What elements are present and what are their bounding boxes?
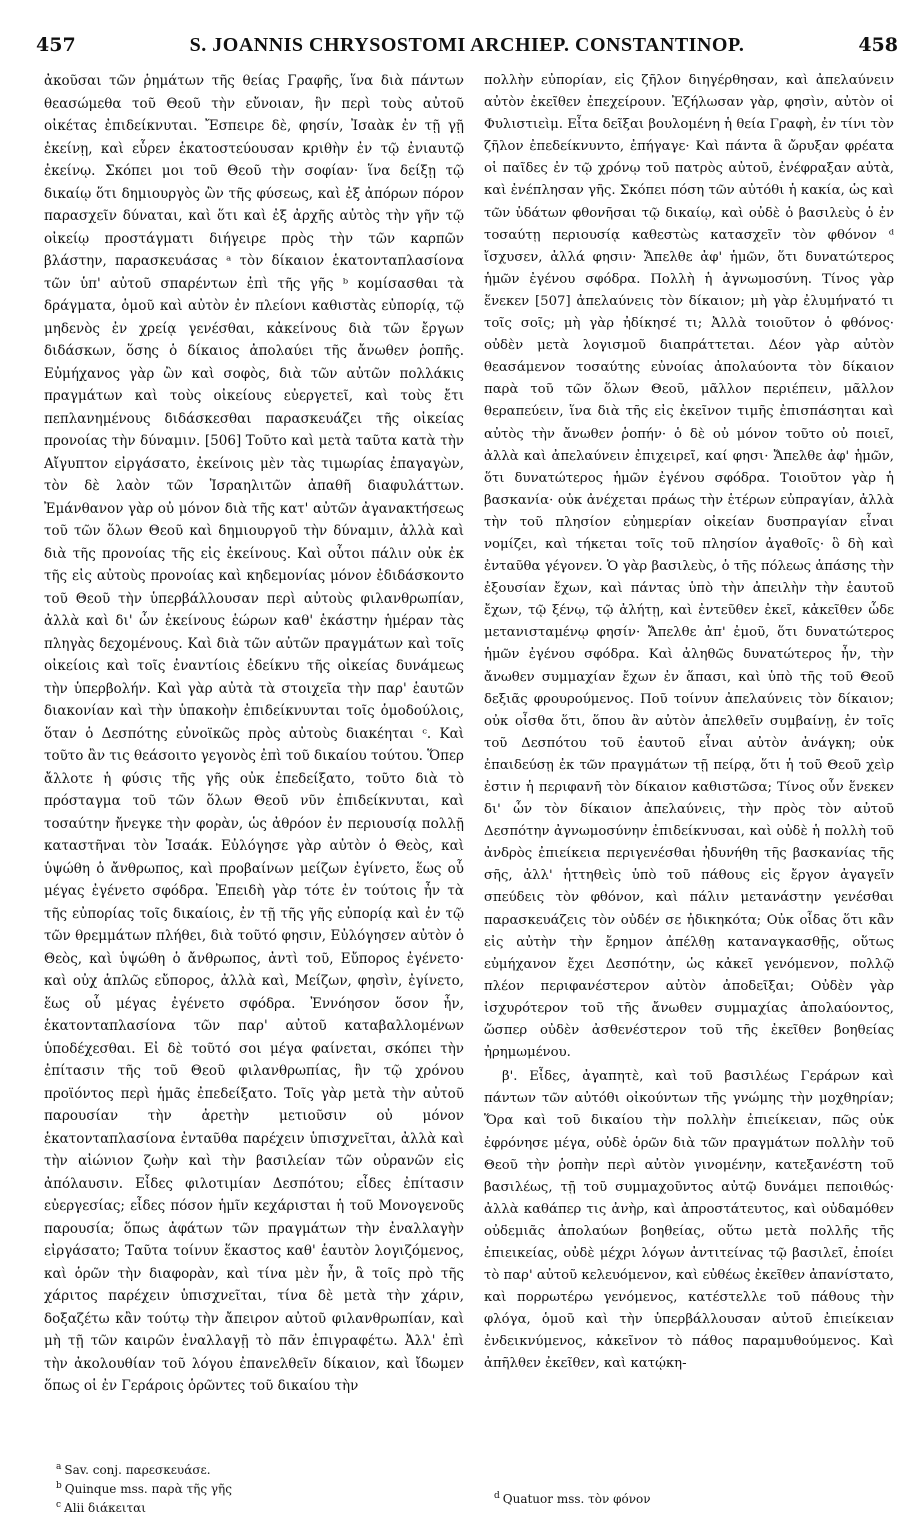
running-title: S. JOANNIS CHRYSOSTOMI ARCHIEP. CONSTANTINOP. [189, 34, 745, 56]
footnote-text: Alii διάκειται [64, 1501, 146, 1515]
footnote [56, 1459, 456, 1478]
footnote-mark: a [56, 1462, 62, 1472]
footnotes-left [56, 1459, 456, 1516]
footnote [494, 1488, 894, 1507]
left-column [44, 70, 464, 1398]
footnote-text: Sav. conj. παρεσκευάσε. [64, 1463, 211, 1477]
page-number-right: 458 [858, 34, 898, 56]
footnote-mark: b [56, 1481, 62, 1491]
footnote [56, 1497, 456, 1516]
footnote-text: Quinque mss. παρὰ τῆς γῆς [64, 1482, 232, 1496]
page-number-left: 457 [36, 34, 76, 56]
paragraph: πολλὴν εὐπορίαν, εἰς ζῆλον διηγέρθησαν, καὶ ἀπελαύνειν αὐτὸν ἐκεῖθεν ἐπεχείρουν. Ἐζήλωσαν γὰρ, φησὶν, αὐτὸν οἱ Φυλιστιεὶμ. Εἶτα δεῖξαι βουλομένη ἡ θεία Γραφὴ, ἐν τίνι τὸν ζῆλον ἐπεδείκνυντο, ἐπήγαγε· Καὶ πάντα ἃ ὤρυξαν φρέατα οἱ παῖδες ἐν τῷ χρόνῳ τοῦ πατρὸς αὐτοῦ, ἐνέφραξαν αὐτὰ, καὶ ἐνέπλησαν γῆς. Σκόπει πόση τῶν αὐτόθι ἡ κακία, ὡς καὶ τῶν ὑδάτων φθονῆσαι τῷ δικαίῳ, καὶ οὐδὲ ὁ βασιλεὺς ὁ ἐν τοσαύτῃ περιουσίᾳ καθεστὼς κατασχεῖν τὸν φθόνον ᵈ ἴσχυσεν, ἀλλά φησιν· Ἄπελθε ἀφ' ἡμῶν, ὅτι δυνατώτερος ἡμῶν ἐγένου σφόδρα. Πολλὴ ἡ ἀγνωμοσύνη. Τίνος γὰρ ἕνεκεν [507] ἀπελαύνεις τὸν δίκαιον; μὴ γὰρ ἐλυμήνατό τι τοῖς σοῖς; μὴ γὰρ ἠδίκησέ τι; Ἀλλὰ τοιοῦτον ὁ φθόνος· οὐδὲν μετὰ λογισμοῦ διαπράττεται. Δέον γὰρ αὐτὸν θεασάμενον τοσαύτης εὐνοίας ἀπολαύοντα τὸν δίκαιον παρὰ τοῦ τῶν ὅλων Θεοῦ, μᾶλλον περιέπειν, μᾶλλον θεραπεύειν, ἵνα διὰ τῆς εἰς ἐκεῖνον τιμῆς ἐπισπάσηται καὶ αὐτὸς τὴν ἄνωθεν ῥοπήν· ὁ δὲ οὐ μόνον τοῦτο οὐ ποιεῖ, ἀλλὰ καὶ ἀπελαύνειν ἐπιχειρεῖ, καί φησι· Ἄπελθε ἀφ' ἡμῶν, ὅτι δυνατώτερος ἡμῶν ἐγένου σφόδρα. Τοιοῦτον γὰρ ἡ βασκανία· οὐκ ἀνέχεται πράως τὴν ἑτέρων εὐπραγίαν, ἀλλὰ τὴν τοῦ πλησίον εὐημερίαν οἰκείαν δυσπραγίαν εἶναι νομίζει, καὶ τήκεται τοῖς τοῦ πλησίον ἀγαθοῖς· ὃ δὴ καὶ ἐνταῦθα γέγονεν. Ὁ γὰρ βασιλεὺς, ὁ τῆς πόλεως ἁπάσης τὴν ἐξουσίαν ἔχων, καὶ πάντας ὑπὸ τὴν ἀπειλὴν τὴν ἑαυτοῦ ἔχων, τῷ ξένῳ, τῷ ἀλήτῃ, καὶ ἐντεῦθεν ἐκεῖ, κἀκεῖθεν ὧδε μετανισταμένῳ φησίν· Ἄπελθε ἀπ' ἐμοῦ, ὅτι δυνατώτερος ἡμῶν ἐγένου σφόδρα. Καὶ ἀληθῶς δυνατώτερος ἦν, τὴν ἄνωθεν συμμαχίαν ἔχων ἐν ἅπασι, καὶ ὑπὸ τῆς τοῦ Θεοῦ δεξιᾶς φρουρούμενος. Ποῦ τοίνυν ἀπελαύνεις τὸν δίκαιον; οὐκ οἶσθα ὅτι, ὅπου ἂν αὐτὸν ἀπελθεῖν συμβαίνῃ, ἐν τοῖς τοῦ Δεσπότου τοῦ ἑαυτοῦ εἶναι αὐτὸν ἀνάγκη; οὐκ ἐπαιδεύσῃ ἐκ τῶν πραγμάτων τῇ πείρᾳ, ὅτι ἡ τοῦ Θεοῦ χεὶρ ἐστιν ἡ περιφανῆ τὸν δίκαιον καθιστῶσα; Τίνος οὖν ἕνεκεν δι' ὧν τὸν δίκαιον ἀπελαύνεις, τὴν πρὸς τὸν αὐτοῦ Δεσπότην ἀγνωμοσύνην ἐπιδείκνυσαι, καὶ οὐδὲ ἡ πολλὴ τοῦ ἀνδρὸς ἐπιείκεια περιγενέσθαι ἠδυνήθη τῆς βασκανίας τῆς σῆς, ἀλλ' ἡττηθεὶς ὑπὸ τοῦ πάθους εἰς ἔργον ἀγαγεῖν σπεύδεις τὸν φθόνον, καὶ πάλιν μετανάστην γενέσθαι παρασκευάζεις τὸν οὐδέν σε ἠδικηκότα; Οὐκ οἶδας ὅτι κἂν εἰς αὐτὴν τὴν ἔρημον ἀπέλθῃ καταναγκασθῇς, οὕτως εὐμήχανον ἔχει Δεσπότην, ὡς κἀκεῖ γενόμενον, πολλῷ πλέον περιφανέστερον αὐτὸν ἀποδεῖξαι; Οὐδὲν γὰρ ἰσχυρότερον τοῦ τῆς ἄνωθεν συμμαχίας ἀπολαύοντος, ὥσπερ οὐδὲν ἀσθενέστερον τοῦ τῆς ἐκεῖθεν βοηθείας ἠρημωμένου. [484, 73, 894, 1061]
footnote-text: Quatuor mss. τὸν φόνον [502, 1492, 651, 1506]
paragraph: ἀκοῦσαι τῶν ῥημάτων τῆς θείας Γραφῆς, ἵνα διὰ πάντων θεασώμεθα τοῦ Θεοῦ τὴν εὔνοιαν, ἣν περὶ τοὺς αὐτοῦ οἰκέτας ἐπιδείκνυται. Ἔσπειρε δὲ, φησίν, Ἰσαὰκ ἐν τῇ γῇ ἐκείνῃ, καὶ εὗρεν ἑκατοστεύουσαν κριθὴν ἐν τῷ ἐνιαυτῷ ἐκείνῳ. Σκόπει μοι τοῦ Θεοῦ τὴν σοφίαν· ἵνα δείξῃ τῷ δικαίῳ ὅτι δημιουργὸς ὢν τῆς φύσεως, καὶ ἐξ ἀπόρων πόρον παρασχεῖν δύναται, καὶ ὅτι καὶ ἐξ ἀρχῆς αὐτὸς τὴν γῆν τῷ οἰκείῳ προστάγματι διήγειρε πρὸς τὴν τῶν καρπῶν βλάστην, παρασκευάσας ᵃ τὸν δίκαιον ἑκατονταπλασίονα τῶν ὑπ' αὐτοῦ σπαρέντων ἐπὶ τῆς γῆς ᵇ κομίσασθαι τὰ δράγματα, ὁμοῦ καὶ αὐτὸν ἐν πλείονι καθιστὰς εὐπορίᾳ, τῷ μηδενὸς ἐν χρείᾳ γενέσθαι, κἀκείνους διὰ τῶν ἔργων διδάσκων, ὅσης ὁ δίκαιος ἀπολαύει τῆς ἄνωθεν ῥοπῆς. Εὐμήχανος γὰρ ὢν καὶ σοφὸς, διὰ τῶν αὐτῶν πολλάκις πραγμάτων καὶ τοὺς οἰκείους εὐεργετεῖ, καὶ τοὺς ἔτι πεπλανημένους διδάσκεσθαι παρασκευάζει τῆς οἰκείας προνοίας τὴν δύναμιν. [506] Τοῦτο καὶ μετὰ ταῦτα κατὰ τὴν Αἴγυπτον εἰργάσατο, ἐκείνοις μὲν τὰς τιμωρίας ἐπαγαγὼν, τὸν δὲ λαὸν τῶν Ἰσραηλιτῶν ἀπαθῆ διαφυλάττων. Ἐμάνθανον γὰρ οὐ μόνον διὰ τῆς κατ' αὐτῶν ἀγανακτήσεως τοῦ τῶν ὅλων Θεοῦ καὶ δημιουργοῦ τὴν δύναμιν, ἀλλὰ καὶ διὰ τῆς προνοίας τῆς εἰς ἐκείνους. Καὶ οὗτοι πάλιν οὐκ ἐκ τῆς εἰς αὐτοὺς προνοίας καὶ κηδεμονίας μόνον ἐδιδάσκοντο τοῦ Θεοῦ τὴν ὑπερβάλλουσαν περὶ αὐτοὺς φιλανθρωπίαν, ἀλλὰ καὶ δι' ὧν ἐκείνους ἑώρων καθ' ἑκάστην ἡμέραν τὰς πληγὰς δεχομένους. Καὶ διὰ τῶν αὐτῶν πραγμάτων καὶ τοῖς οἰκείοις καὶ τοῖς ἐναντίοις ἐδείκνυ τῆς οἰκείας δυνάμεως τὴν ὑπερβολήν. Καὶ γὰρ αὐτὰ τὰ στοιχεῖα τὴν παρ' ἑαυτῶν διακονίαν καὶ τὴν ὑπακοὴν ἐπιδείκνυνται τοῖς ὁμοδούλοις, ὅταν ὁ Δεσπότης εὐνοϊκῶς πρὸς αὐτοὺς διακέηται ᶜ. Καὶ τοῦτο ἂν τις θεάσοιτο γεγονὸς ἐπὶ τοῦ δικαίου τούτου. Ὅπερ ἄλλοτε ἡ φύσις τῆς γῆς οὐκ ἐπεδείξατο, τοῦτο διὰ τὸ πρόσταγμα τοῦ τῶν ὅλων Θεοῦ νῦν ἐπιδείκνυται, καὶ τοσαύτην ἤνεγκε τὴν φορὰν, ὡς ἀθρόον ἐν περιουσίᾳ πολλῇ καταστῆναι τὸν Ἰσαάκ. Εὐλόγησε γὰρ αὐτὸν ὁ Θεὸς, καὶ ὑψώθη ὁ ἄνθρωπος, καὶ προβαίνων μείζων ἐγίνετο, ἕως οὗ μέγας ἐγένετο σφόδρα. Ἐπειδὴ γὰρ τότε ἐν τούτοις ἦν τὰ τῆς εὐπορίας τοῖς δικαίοις, ἐν τῇ τῆς γῆς εὐπορίᾳ καὶ ἐν τῷ τῶν θρεμμάτων πλήθει, διὰ τοῦτό φησιν, Εὐλόγησεν αὐτὸν ὁ Θεὸς, καὶ ὑψώθη ὁ ἄνθρωπος, ἀντὶ τοῦ, Εὔπορος ἐγένετο· καὶ οὐχ ἁπλῶς εὔπορος, ἀλλὰ καὶ, Μείζων, φησὶν, ἐγίνετο, ἕως οὗ μέγας ἐγένετο σφόδρα. Ἐννόησον ὅσον ἦν, ἑκατονταπλασίονα τῶν παρ' αὐτοῦ καταβαλλομένων ὑποδέχεσθαι. Εἰ δὲ τοῦτό σοι μέγα φαίνεται, σκόπει τὴν ἐπίτασιν τῆς τοῦ Θεοῦ φιλανθρωπίας, ἣν τῷ χρόνου προϊόντος περὶ ἡμᾶς ἐπεδείξατο. Τοῖς γὰρ μετὰ τὴν αὐτοῦ παρουσίαν τὴν ἀρετὴν μετιοῦσιν οὐ μόνον ἑκατονταπλασίονα ἐνταῦθα παρέχειν ὑπισχνεῖται, ἀλλὰ καὶ τὴν αἰώνιον ζωὴν καὶ τὴν βασιλείαν τῶν οὐρανῶν εἰς ἀπόλαυσιν. Εἶδες φιλοτιμίαν Δεσπότου; εἶδες ἐπίτασιν εὐεργεσίας; εἶδες πόσον ἡμῖν κεχάρισται ἡ τοῦ Μονογενοῦς παρουσία; ὅπως ἀφάτων τῶν πραγμάτων τὴν ἐναλλαγὴν εἰργάσατο; Ταῦτα τοίνυν ἕκαστος καθ' ἑαυτὸν λογιζόμενος, καὶ ὁρῶν τὴν διαφορὰν, καὶ τίνα μὲν ἦν, ἃ τοῖς πρὸ τῆς χάριτος παρέχειν ὑπισχνεῖται, τίνα δὲ μετὰ τὴν χάριν, δοξαζέτω κἂν τούτῳ τὴν ἄπειρον αὐτοῦ φιλανθρωπίαν, καὶ μὴ τῇ τῶν καιρῶν ἐναλλαγῇ τὸ πᾶν ἐπιγραφέτω. Ἀλλ' ἐπὶ τὴν ἀκολουθίαν τοῦ λόγου ἐπανελθεῖν δίκαιον, καὶ ἴδωμεν ὅπως οἱ ἐν Γεράροις ὁρῶντες τοῦ δικαίου τὴν [44, 73, 464, 1394]
paragraph: β'. Εἶδες, ἀγαπητὲ, καὶ τοῦ βασιλέως Γεράρων καὶ πάντων τῶν αὐτόθι οἰκούντων τῆς γνώμης τὴν μοχθηρίαν; Ὅρα καὶ τοῦ δικαίου τὴν πολλὴν ἐπιείκειαν, πῶς οὐκ ἐφρόνησε μέγα, οὐδὲ ὁρῶν διὰ τῶν πραγμάτων πολλὴν τοῦ Θεοῦ τὴν ῥοπὴν περὶ αὐτὸν γινομένην, κατεξανέστη τοῦ βασιλέως, τῇ τοῦ συμμαχοῦντος αὐτῷ δυνάμει πεποιθώς· ἀλλὰ καθάπερ τις ἀνὴρ, καὶ ἀπροστάτευτος, καὶ οὐδαμόθεν οὐδεμιᾶς ἀπολαύων βοηθείας, οὕτω μετὰ πολλῆς τῆς ἐπιεικείας, οὐδὲ μέχρι λόγων ἀντιτείνας τῷ βασιλεῖ, ἐποίει τὸ παρ' αὐτοῦ κελευόμενον, καὶ εὐθέως ἐκεῖθεν ἀπανίστατο, καὶ πορρωτέρω γενόμενος, κατέστελλε τοῦ πάθους τὴν φλόγα, ὁμοῦ καὶ τὴν ὑπερβάλλουσαν αὐτοῦ ἐπιείκειαν ἐνδεικνύμενος, κἀκεῖνον τὸ πάθος παραμυθούμενος. Καὶ ἀπῆλθεν ἐκεῖθεν, καὶ κατῴκη- [484, 1069, 894, 1372]
footnote-mark: d [494, 1491, 500, 1501]
right-column [484, 70, 894, 1376]
footnote-mark: c [56, 1500, 62, 1510]
footnote [56, 1478, 456, 1497]
footnotes-right [494, 1488, 894, 1507]
running-header [36, 28, 898, 64]
